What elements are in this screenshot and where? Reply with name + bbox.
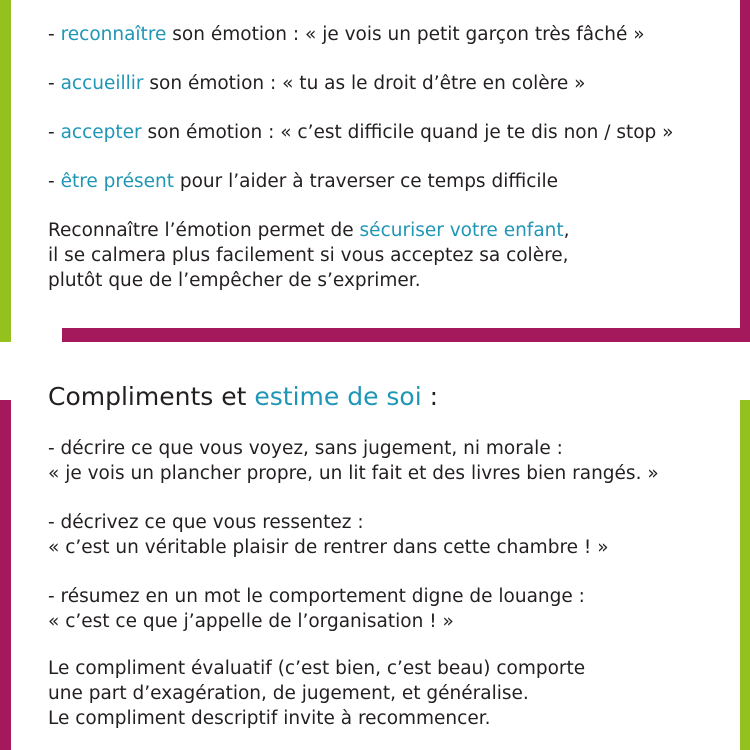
conclusion-punct: ,: [563, 220, 570, 241]
green-left-border-top: [0, 0, 11, 342]
conclusion-line-3: plutôt que de l’empêcher de s’exprimer.: [48, 270, 421, 291]
bullet-reconnaitre: [48, 23, 645, 47]
bullet-prefix: -: [48, 73, 61, 94]
bullet-prefix: -: [48, 171, 61, 192]
bullet-keyword: accueillir: [60, 73, 144, 94]
section-heading: [48, 381, 438, 413]
conclusion-line-2: il se calmera plus facilement si vous acceptez sa colère,: [48, 245, 569, 266]
bullet-text: son émotion : « tu as le droit d’être en colère »: [143, 73, 586, 94]
item-resumez-line-2: « c’est ce que j’appelle de l’organisation ! »: [48, 611, 454, 632]
green-right-border-bottom: [740, 400, 750, 750]
bullet-keyword: être présent: [60, 171, 174, 192]
bullet-text: son émotion : « c’est difficile quand je te dis non / stop »: [141, 122, 674, 143]
magenta-left-border-bottom: [0, 400, 11, 750]
bullet-etre-present: [48, 170, 558, 194]
heading-keyword: estime de soi: [254, 382, 422, 411]
bullet-text: son émotion : « je vois un petit garçon très fâché »: [166, 24, 645, 45]
bullet-accueillir: [48, 72, 585, 96]
bullet-keyword: reconnaître: [60, 24, 167, 45]
magenta-right-border-top: [740, 0, 750, 342]
conclusion-line-1: [48, 219, 570, 243]
bullet-prefix: -: [48, 24, 61, 45]
bullet-prefix: -: [48, 122, 61, 143]
compliment-conclusion-line-3: Le compliment descriptif invite à recommencer.: [48, 708, 491, 729]
bullet-text: pour l’aider à traverser ce temps difficile: [173, 171, 559, 192]
item-decrire-line-1: - décrire ce que vous voyez, sans jugement, ni morale :: [48, 438, 563, 459]
heading-colon: :: [421, 382, 439, 411]
item-ressentez-line-2: « c’est un véritable plaisir de rentrer dans cette chambre ! »: [48, 537, 609, 558]
bullet-keyword: accepter: [60, 122, 142, 143]
conclusion-text: Reconnaître l’émotion permet de: [48, 220, 360, 241]
conclusion-keyword: sécuriser votre enfant: [359, 220, 564, 241]
compliment-conclusion-line-1: Le compliment évaluatif (c’est bien, c’est beau) comporte: [48, 658, 586, 679]
bullet-accepter: [48, 121, 673, 145]
heading-text: Compliments et: [48, 382, 255, 411]
item-ressentez-line-1: - décrivez ce que vous ressentez :: [48, 512, 364, 533]
item-resumez-line-1: - résumez en un mot le comportement digne de louange :: [48, 586, 585, 607]
magenta-bottom-divider: [62, 328, 750, 342]
item-decrire-line-2: « je vois un plancher propre, un lit fait et des livres bien rangés. »: [48, 463, 659, 484]
compliment-conclusion-line-2: une part d’exagération, de jugement, et généralise.: [48, 683, 529, 704]
